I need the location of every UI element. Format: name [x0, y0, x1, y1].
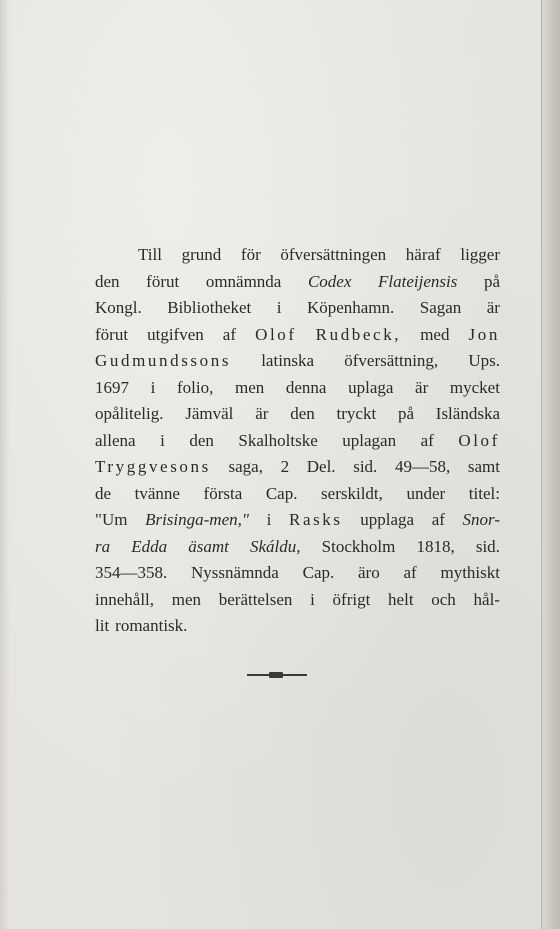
- word: Snor-: [462, 510, 500, 529]
- word: berättelsen: [218, 589, 293, 609]
- text-line: [95, 401, 500, 428]
- word: sid.: [353, 457, 378, 476]
- word: allena: [95, 430, 136, 450]
- word: är: [415, 377, 429, 397]
- word: och: [431, 589, 456, 609]
- text-line: [95, 481, 500, 508]
- word: Flateijensis: [378, 271, 458, 291]
- word: Skáldu,: [250, 536, 301, 556]
- word: Brisinga-men,": [145, 510, 250, 529]
- word: 354—358.: [95, 563, 168, 582]
- word: lit: [95, 616, 110, 635]
- word: denna: [285, 377, 327, 397]
- word: Jämväl: [185, 404, 234, 423]
- word: Del.: [306, 457, 336, 476]
- word: "Um: [95, 510, 128, 529]
- word: 1697: [95, 377, 129, 397]
- text-line: [95, 613, 500, 640]
- text-line: [95, 295, 500, 322]
- page-gutter-shadow: [541, 0, 560, 929]
- word: ra: [95, 536, 111, 556]
- word: uplaga: [348, 377, 394, 397]
- word: latinska: [261, 351, 315, 370]
- text-line: [95, 507, 500, 534]
- word: men: [234, 377, 265, 397]
- word: ligger: [460, 245, 500, 264]
- text-line: [95, 348, 500, 375]
- word: saga,: [228, 457, 263, 476]
- word: serskildt,: [321, 483, 383, 503]
- word: på: [397, 404, 414, 423]
- word: 2: [280, 457, 290, 476]
- word: Köpenhamn.: [306, 298, 395, 317]
- text-line: [95, 454, 500, 481]
- word: på: [483, 271, 500, 291]
- word: sid.: [475, 536, 500, 556]
- word: är: [255, 404, 269, 423]
- word: af: [420, 430, 434, 450]
- word: omnämnda: [205, 271, 282, 291]
- word: med: [420, 324, 450, 344]
- word: af: [431, 510, 445, 529]
- word: i: [266, 510, 272, 529]
- word: romantisk.: [115, 616, 188, 635]
- text-line: [95, 534, 500, 561]
- word: utgifven: [147, 324, 204, 344]
- word: innehåll,: [95, 589, 155, 609]
- word: i: [276, 298, 282, 317]
- word: Skalholtske: [238, 430, 318, 450]
- word: den: [189, 430, 214, 450]
- word: Ups.: [468, 351, 500, 370]
- word: äsamt: [188, 536, 229, 556]
- word: Kongl.: [95, 298, 142, 317]
- word: öfrigt: [332, 589, 371, 609]
- word: mythiskt: [440, 563, 500, 582]
- word: Rasks: [289, 510, 343, 529]
- word: Isländska: [435, 404, 500, 423]
- text-line: [95, 560, 500, 587]
- word: Cap.: [302, 563, 335, 582]
- word: mycket: [449, 377, 500, 397]
- word: Olof: [255, 324, 297, 344]
- word: häraf: [405, 245, 441, 264]
- word: Sagan: [419, 298, 462, 317]
- word: Edda: [131, 536, 168, 556]
- text-line: [95, 428, 500, 455]
- word: Bibliotheket: [167, 298, 252, 317]
- word: folio,: [176, 377, 214, 397]
- word: 49—58,: [394, 457, 451, 476]
- word: Till: [138, 245, 162, 264]
- word: titel:: [468, 483, 500, 503]
- word: Nyssnämnda: [191, 563, 279, 582]
- word: Cap.: [265, 483, 298, 503]
- word: 1818,: [416, 536, 455, 556]
- body-paragraph: [95, 242, 500, 640]
- word: förut: [146, 271, 180, 291]
- word: uplagan: [342, 430, 397, 450]
- word: helt: [388, 589, 414, 609]
- text-line: [95, 322, 500, 349]
- word: tryckt: [336, 404, 377, 423]
- word: Tryggvesons: [95, 457, 211, 476]
- word: i: [150, 377, 156, 397]
- text-line: [95, 587, 500, 614]
- word: Gudmundssons: [95, 351, 232, 370]
- word: Jon: [468, 324, 500, 344]
- word: af: [222, 324, 237, 344]
- section-divider-rule: [247, 674, 307, 676]
- word: öfversättning,: [344, 351, 439, 370]
- word: Rudbeck,: [315, 324, 402, 344]
- word: Olof: [458, 430, 500, 450]
- text-line: [95, 242, 500, 269]
- word: för: [240, 245, 261, 264]
- text-line: [95, 375, 500, 402]
- word: de: [95, 483, 112, 503]
- word: första: [203, 483, 243, 503]
- word: Codex: [307, 271, 352, 291]
- word: tvänne: [134, 483, 180, 503]
- word: i: [160, 430, 165, 450]
- word: öfversättningen: [280, 245, 387, 264]
- word: under: [406, 483, 446, 503]
- word: den: [290, 404, 315, 423]
- word: Stockholm: [321, 536, 396, 556]
- word: samt: [467, 457, 500, 476]
- word: men: [171, 589, 202, 609]
- word: grund: [181, 245, 222, 264]
- word: upplaga: [360, 510, 415, 529]
- word: förut: [95, 324, 129, 344]
- word: opålitelig.: [95, 404, 164, 423]
- word: är: [486, 298, 500, 317]
- word: den: [95, 271, 120, 291]
- word: i: [310, 589, 315, 609]
- text-line: [95, 269, 500, 296]
- word: af: [403, 563, 417, 582]
- page-left-edge: [0, 0, 10, 929]
- word: äro: [358, 563, 380, 582]
- word: hål-: [473, 589, 500, 609]
